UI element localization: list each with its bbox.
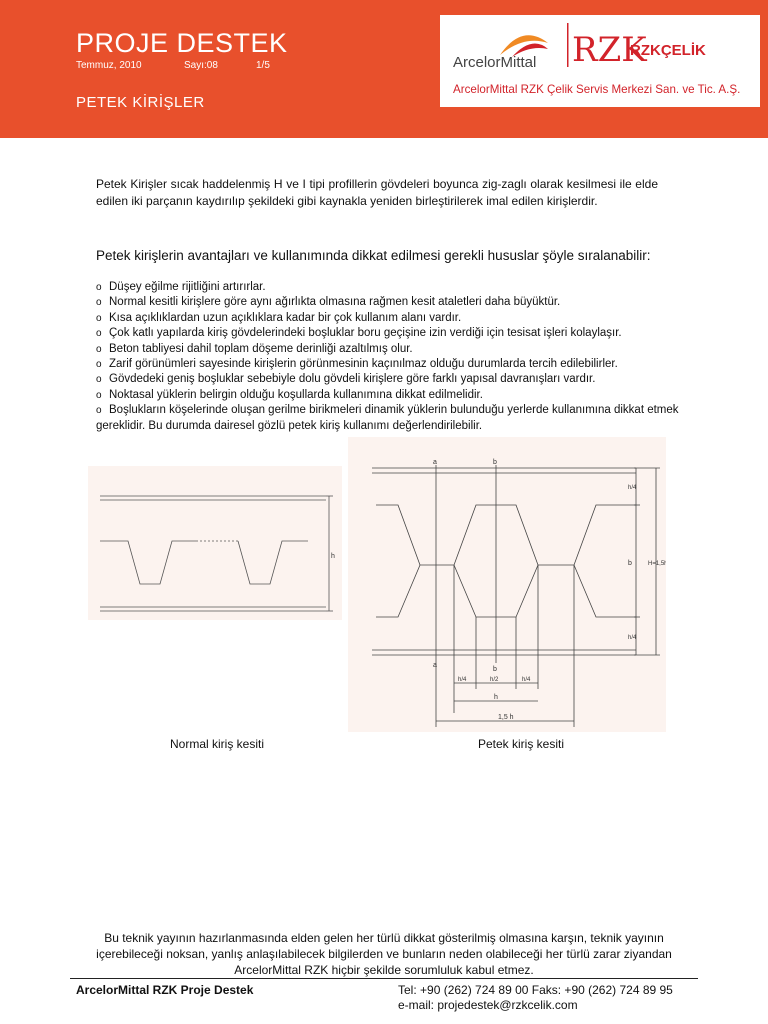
rzk-celik-wordmark: RZKÇELİK [630, 42, 706, 59]
petek-beam-drawing [348, 437, 666, 732]
bullet-icon: o [96, 282, 102, 293]
list-item: o Çok katlı yapılarda kiriş gövdelerindeki boşluklar boru geçişine izin verdiği için tesisat işleri kolaylaşır. [96, 326, 696, 341]
label-b-bottom: b [493, 666, 497, 673]
bullet-icon: o [96, 343, 102, 355]
bullet-icon: o [96, 297, 102, 309]
label-h: h [494, 694, 498, 701]
rzk-monogram-icon: RZK [572, 30, 647, 70]
label-one-five-h: 1,5 h [498, 714, 514, 721]
bullet-icon: o [96, 359, 102, 371]
list-item: o Beton tabliyesi dahil toplam döşeme derinliği azaltılmış olur. [96, 342, 696, 357]
footer-contact [398, 983, 673, 1013]
footer-email-link[interactable]: e-mail: projedestek@rzkcelik.com [398, 998, 578, 1012]
bullet-icon: o [96, 312, 102, 324]
label-a-bottom: a [433, 662, 437, 669]
page-number: 1/5 [256, 60, 270, 71]
document-subtitle: PETEK KİRİŞLER [76, 94, 205, 111]
list-item: o Boşlukların köşelerinde oluşan gerilme birikmeleri dinamik yüklerin bulunduğu yerlerde kullanımına dikkat etmek gereklidir. Bu durumda dairesel gözlü petek kiriş kullanımı değerlendirilebilir. [96, 404, 679, 432]
label-h-over-4-left: h/4 [458, 677, 467, 683]
list-item: o Kısa açıklıklardan uzun açıklıklara kadar bir çok kullanım alanı vardır. [96, 311, 696, 326]
header-banner [0, 0, 768, 138]
footer-phone-fax: Tel: +90 (262) 724 89 00 Faks: +90 (262) 724 89 95 [398, 983, 673, 997]
page-title: PROJE DESTEK [76, 28, 288, 58]
list-item: o Düşey eğilme rijitliğini artırırlar. [96, 280, 696, 295]
label-b-top: b [493, 459, 497, 466]
footer-divider [70, 978, 698, 979]
intro-paragraph: Petek Kirişler sıcak haddelenmiş H ve I tipi profillerin gövdeleri boyunca zig-zaglı olarak kesilmesi ile elde edilen iki parçanın kaydırılıp şekildeki gibi kaynakla yeniden birleştirilerek imal edilen kirişlerdir. [96, 177, 658, 208]
issue-number: Sayı:08 [184, 60, 218, 71]
label-h-over-4-right: h/4 [522, 677, 531, 683]
disclaimer-text: Bu teknik yayının hazırlanmasında elden gelen her türlü dikkat gösterilmiş olmasına karşın, teknik yayının içerebileceği noksan, yanlış anlaşılabilecek bilgilerden ve bunların neden olabileceği her türlü zarar ziyandan ArcelorMittal RZK hiçbir şekilde sorumluluk kabul etmez. [96, 931, 672, 977]
normal-beam-drawing [88, 466, 342, 620]
logo-divider [567, 23, 569, 67]
logo-panel [440, 15, 760, 107]
label-total-height: H=1,5h [648, 561, 666, 567]
label-h4-top: h/4 [628, 485, 637, 491]
list-item: o Noktasal yüklerin belirgin olduğu koşullarda kullanımına dikkat edilmelidir. [96, 388, 696, 403]
label-a-top: a [433, 459, 437, 466]
petek-beam-figure [348, 437, 666, 732]
list-item: o Zarif görünümleri sayesinde kirişlerin görünmesinin kaçınılmaz olduğu durumlarda tercih edilebilirler. [96, 357, 696, 372]
normal-beam-figure [88, 466, 342, 620]
caption-petek-beam: Petek kiriş kesiti [478, 737, 565, 751]
label-h-over-2: h/2 [490, 677, 499, 683]
list-item: o Gövdedeki geniş boşluklar sebebiyle dolu gövdeli kirişlere göre farklı yapısal davranışları vardır. [96, 372, 696, 387]
label-b-right: b [628, 560, 632, 567]
list-item: o Normal kesitli kirişlere göre aynı ağırlıkta olmasına rağmen kesit ataletleri daha büyüktür. [96, 295, 696, 310]
advantages-list [96, 280, 696, 434]
advantages-lead: Petek kirişlerin avantajları ve kullanımında dikkat edilmesi gerekli hususlar şöyle sıralanabilir: [96, 248, 651, 263]
company-full-name: ArcelorMittal RZK Çelik Servis Merkezi San. ve Tic. A.Ş. [453, 83, 741, 96]
bullet-icon: o [96, 328, 102, 340]
footer-company: ArcelorMittal RZK Proje Destek [76, 983, 254, 997]
bullet-icon: o [96, 374, 102, 386]
height-label: h [331, 553, 335, 560]
company-logos [440, 15, 760, 107]
issue-date: Temmuz, 2010 [76, 60, 142, 71]
caption-normal-beam: Normal kiriş kesiti [170, 737, 265, 751]
arcelormittal-wordmark: ArcelorMittal [453, 54, 537, 71]
bullet-icon: o [96, 389, 102, 401]
bullet-icon: o [96, 405, 102, 417]
label-h4-bottom: h/4 [628, 635, 637, 641]
